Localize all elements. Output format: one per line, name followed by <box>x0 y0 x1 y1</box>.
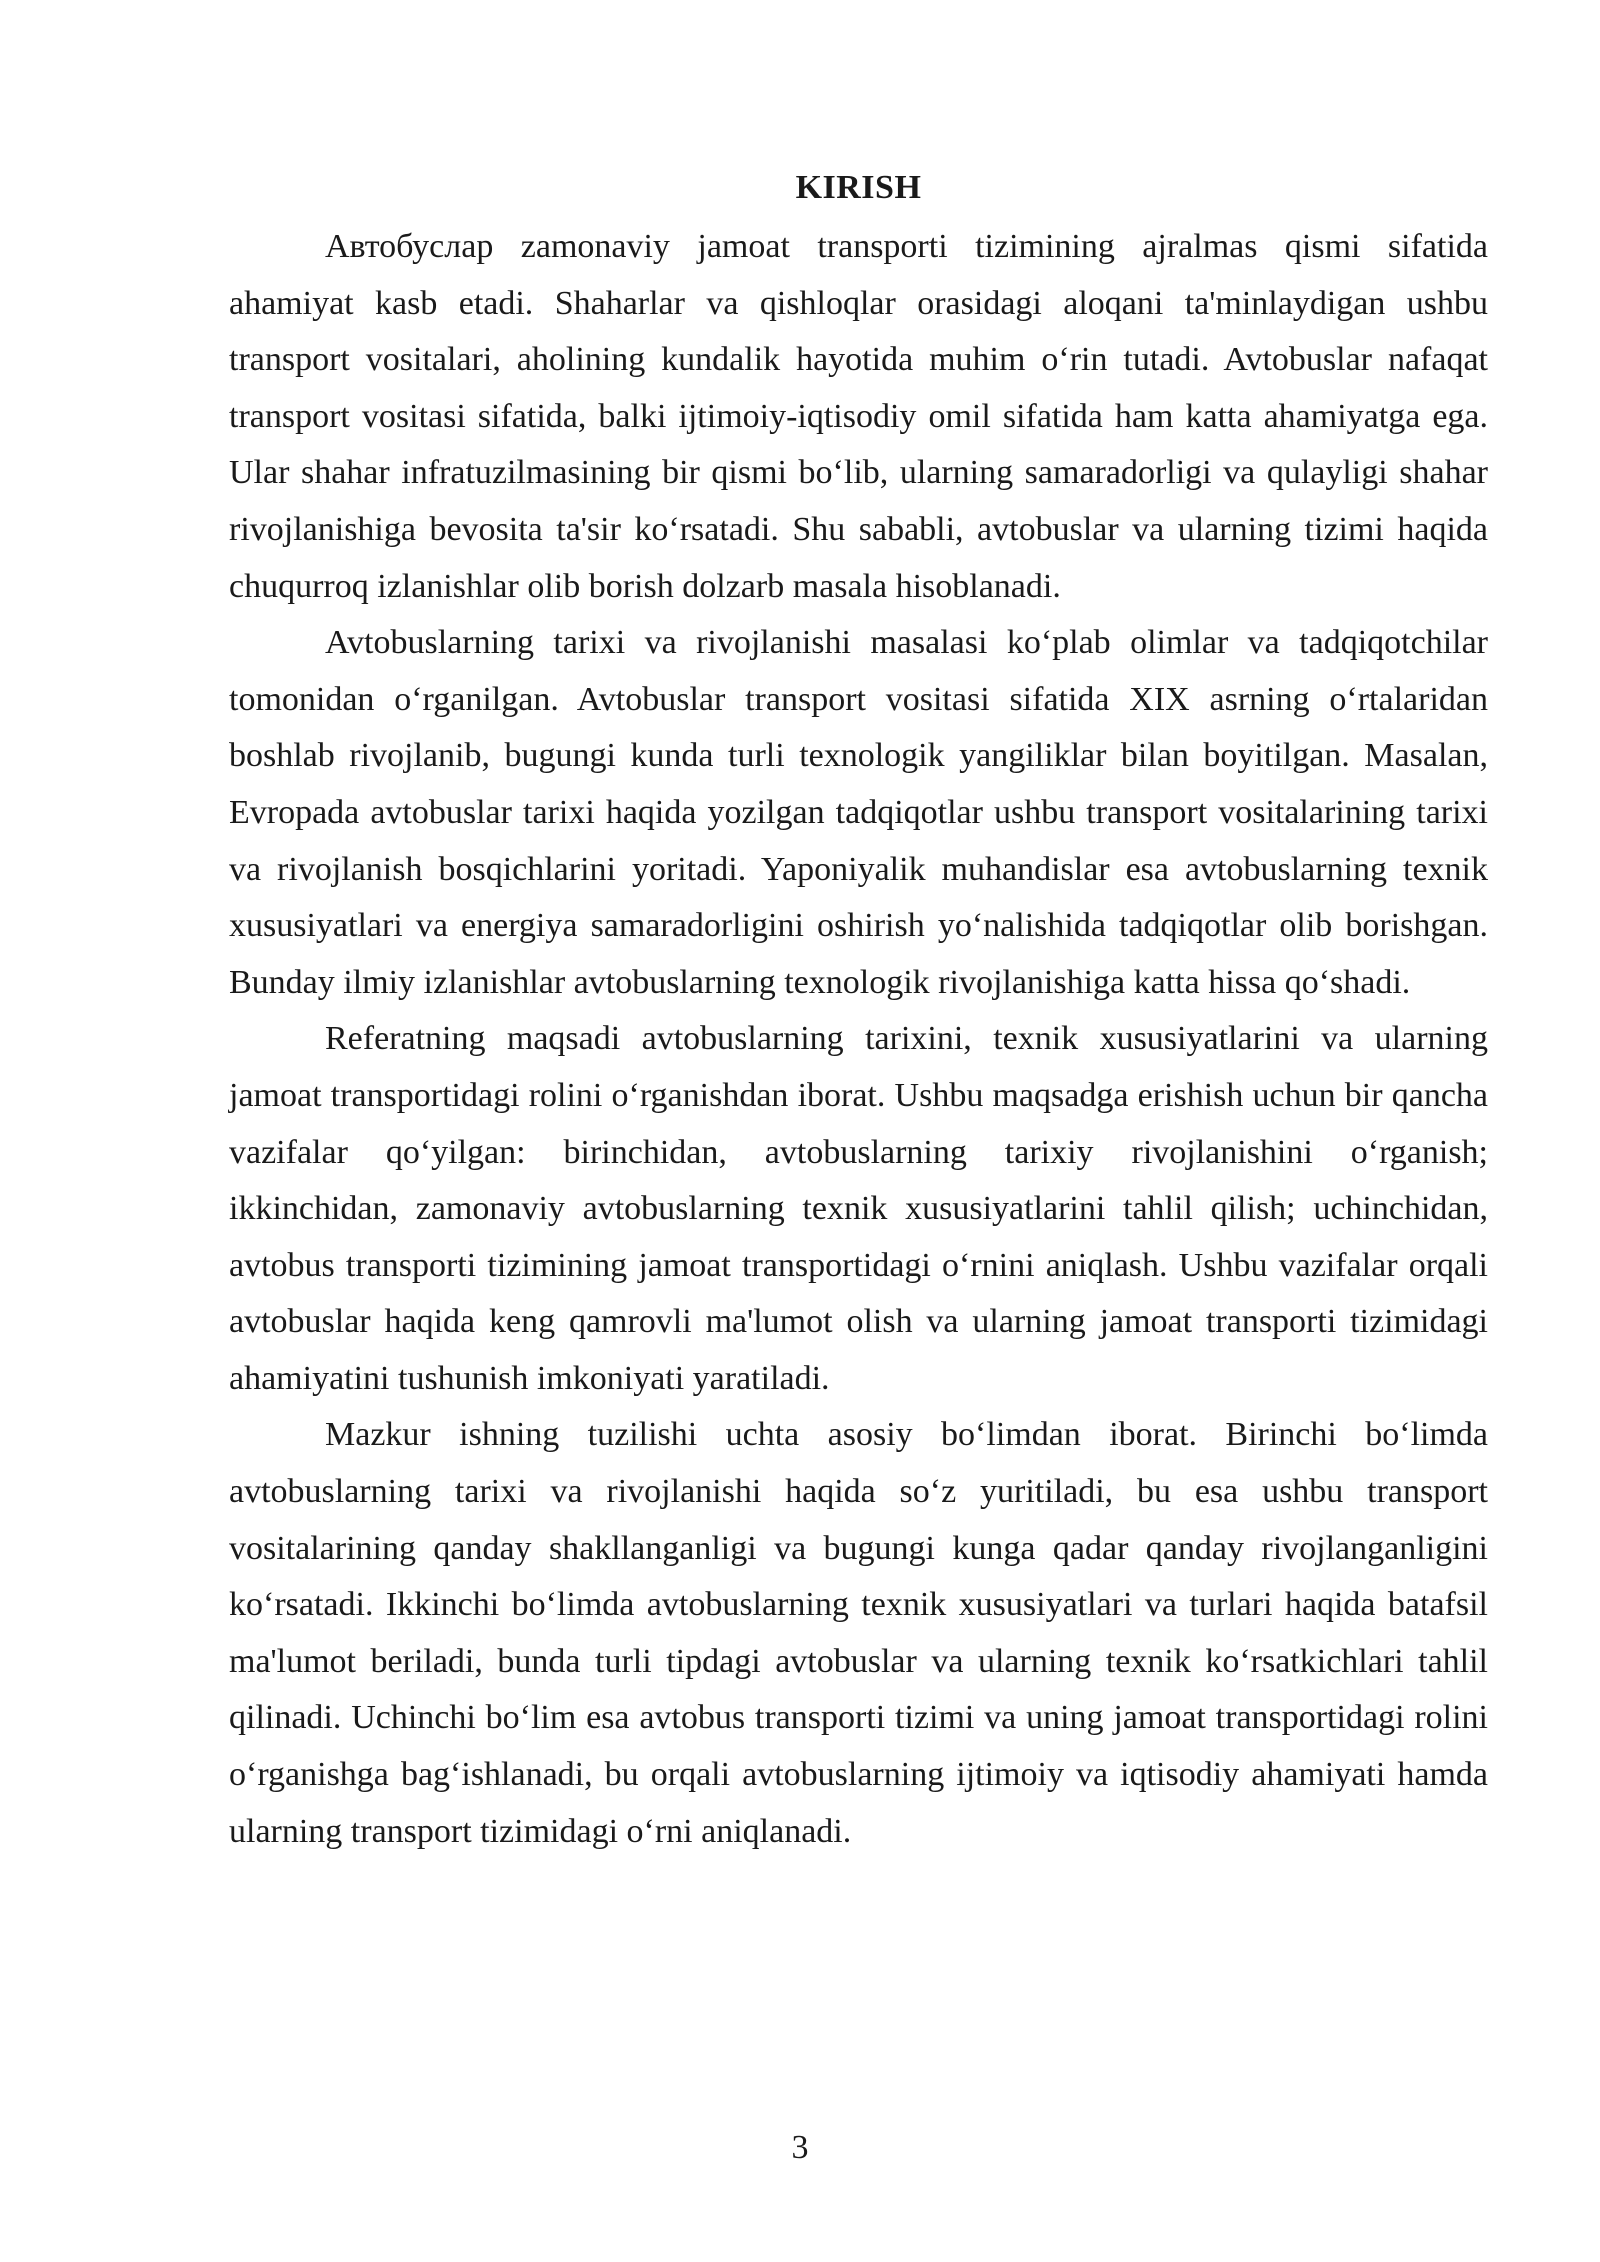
document-body <box>229 163 1488 1860</box>
paragraph-history: Avtobuslarning tarixi va rivojlanishi masalasi ko‘plab olimlar va tadqiqotchilar tomonidan o‘rganilgan. Avtobuslar transport vositasi sifatida XIX asrning o‘rtalaridan boshlab rivojlanib, bugungi kunda turli texnologik yangiliklar bilan boyitilgan. Masalan, Evropada avtobuslar tarixi haqida yozilgan tadqiqotlar ushbu transport vositalarining tarixi va rivojlanish bosqichlarini yoritadi. Yaponiyalik muhandislar esa avtobuslarning texnik xususiyatlari va energiya samaradorligini oshirish yo‘nalishida tadqiqotlar olib borishgan. Bunday ilmiy izlanishlar avtobuslarning texnologik rivojlanishiga katta hissa qo‘shadi. <box>229 624 1488 1001</box>
paragraph-goals: Referatning maqsadi avtobuslarning tarixini, texnik xususiyatlarini va ularning jamoat transportidagi rolini o‘rganishdan iborat. Ushbu maqsadga erishish uchun bir qancha vazifalar qo‘yilgan: birinchidan, avtobuslarning tarixiy rivojlanishini o‘rganish; ikkinchidan, zamonaviy avtobuslarning texnik xususiyatlarini tahlil qilish; uchinchidan, avtobus transporti tizimining jamoat transportidagi o‘rnini aniqlash. Ushbu vazifalar orqali avtobuslar haqida keng qamrovli ma'lumot olish va ularning jamoat transporti tizimidagi ahamiyatini tushunish imkoniyati yaratiladi. <box>229 1020 1488 1397</box>
page-number: 3 <box>791 2129 809 2166</box>
paragraph-introduction: Автобуcлар zamonaviy jamoat transporti tizimining ajralmas qismi sifatida ahamiyat kasb etadi. Shaharlar va qishloqlar orasidagi aloqani ta'minlaydigan ushbu transport vositalari, aholining kundalik hayotida muhim o‘rin tutadi. Avtobuslar nafaqat transport vositasi sifatida, balki ijtimoiy-iqtisodiy omil sifatida ham katta ahamiyatga ega. Ular shahar infratuzilmasining bir qismi bo‘lib, ularning samaradorligi va qulayligi shahar rivojlanishiga bevosita ta'sir ko‘rsatadi. Shu sababli, avtobuslar va ularning tizimi haqida chuqurroq izlanishlar olib borish dolzarb masala hisoblanadi. <box>229 228 1488 605</box>
paragraph-structure: Mazkur ishning tuzilishi uchta asosiy bo‘limdan iborat. Birinchi bo‘limda avtobuslarning tarixi va rivojlanishi haqida so‘z yuritiladi, bu esa ushbu transport vositalarining qanday shakllanganligi va bugungi kunga qadar qanday rivojlanganligini ko‘rsatadi. Ikkinchi bo‘limda avtobuslarning texnik xususiyatlari va turlari haqida batafsil ma'lumot beriladi, bunda turli tipdagi avtobuslar va ularning texnik ko‘rsatkichlari tahlil qilinadi. Uchinchi bo‘lim esa avtobus transporti tizimi va uning jamoat transportidagi rolini o‘rganishga bag‘ishlanadi, bu orqali avtobuslarning ijtimoiy va iqtisodiy ahamiyati hamda ularning transport tizimidagi o‘rni aniqlanadi. <box>229 1416 1488 1850</box>
section-title: KIRISH <box>795 169 922 206</box>
